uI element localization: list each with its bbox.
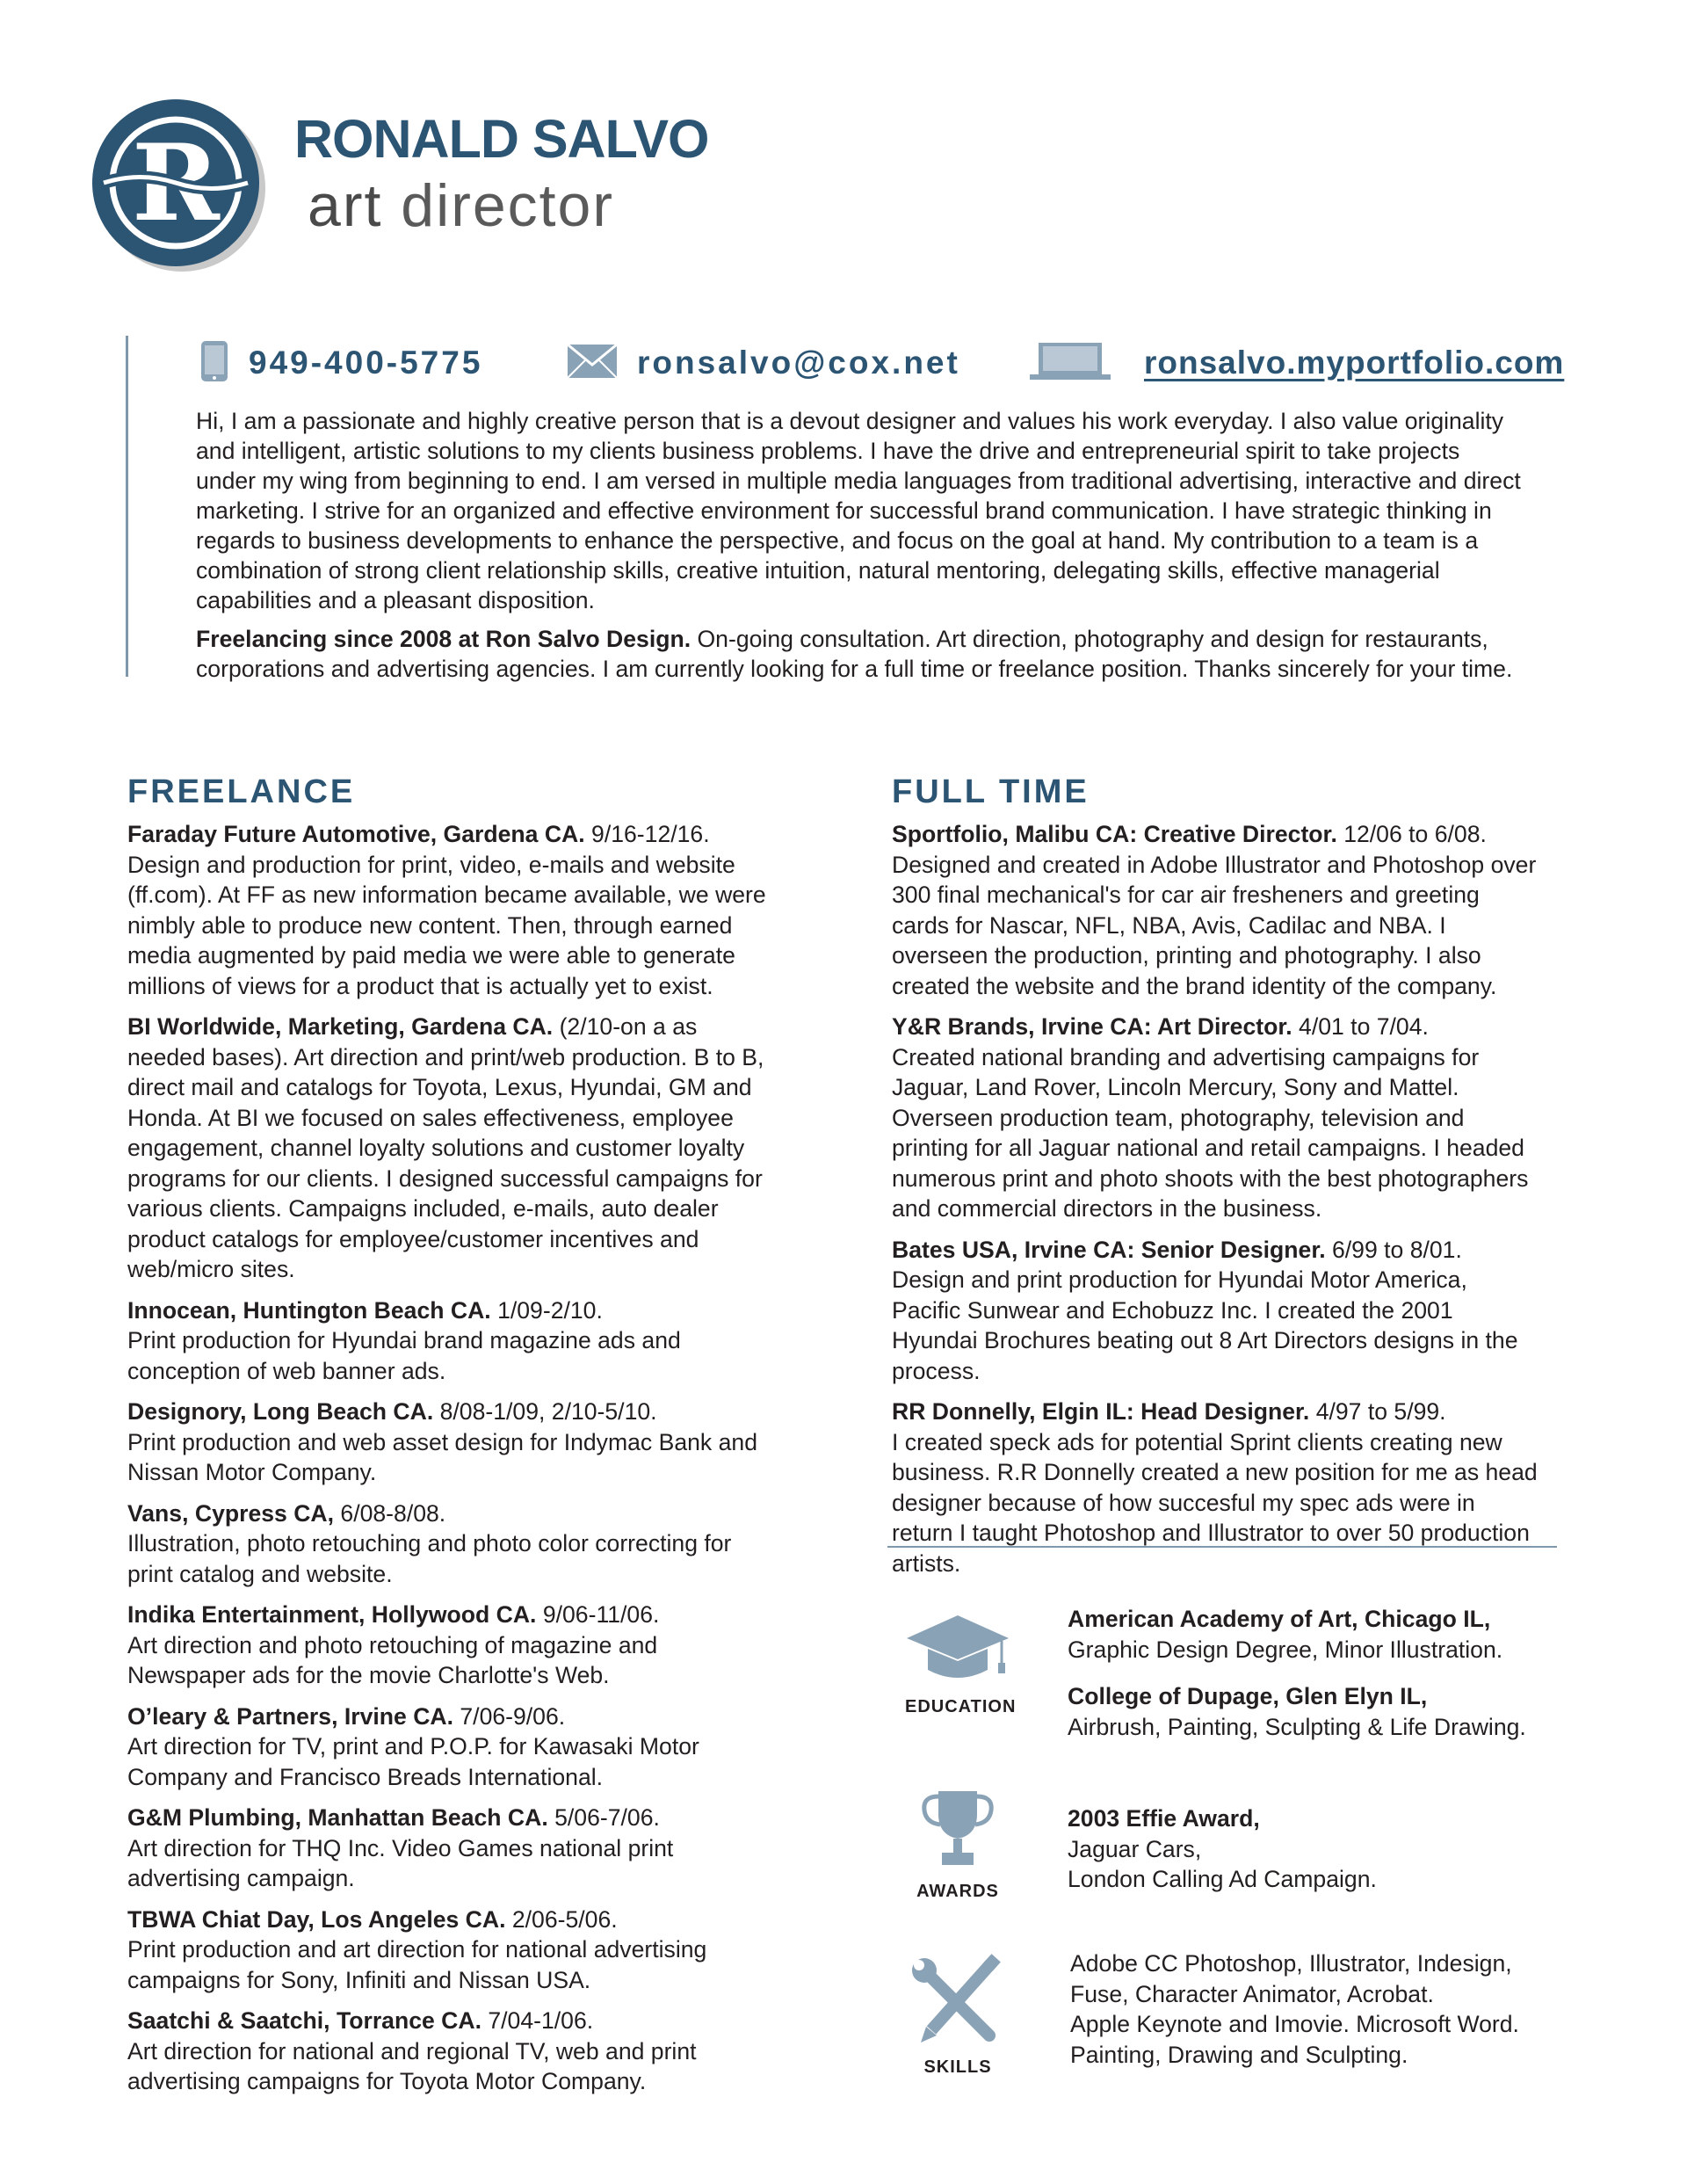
fulltime-heading: FULL TIME xyxy=(892,773,1090,810)
awards-badge xyxy=(905,1784,1010,1902)
job-dates: 2/06-5/06. xyxy=(505,1905,618,1933)
education-item xyxy=(1068,1604,1560,1665)
awards-label: AWARDS xyxy=(916,1882,999,1901)
graduation-cap-icon xyxy=(905,1676,1010,1691)
job-dates: 5/06-7/06. xyxy=(547,1804,660,1831)
job-title: Bates USA, Irvine CA: Senior Designer. xyxy=(892,1236,1326,1263)
job-entry xyxy=(127,1905,778,1996)
job-entry xyxy=(892,819,1542,1001)
laptop-icon xyxy=(1028,341,1112,386)
job-entry xyxy=(127,1803,778,1894)
job-entry xyxy=(892,1397,1542,1578)
skills-line: Fuse, Character Animator, Acrobat. xyxy=(1070,1980,1434,2007)
tools-icon xyxy=(905,2036,1010,2051)
email-link[interactable]: ronsalvo@cox.net xyxy=(637,345,960,381)
skills-line: Painting, Drawing and Sculpting. xyxy=(1070,2041,1408,2068)
award-line: London Calling Ad Campaign. xyxy=(1068,1866,1377,1892)
job-desc: I created speck ads for potential Sprint clients creating new business. R.R Donnelly created a new position for me as head designer because of how succesful my spec ads were in return I taught Photoshop and Illustrator to over 50 production artists. xyxy=(892,1428,1538,1577)
job-title xyxy=(308,172,615,239)
job-entry xyxy=(127,1600,778,1691)
education-label: EDUCATION xyxy=(905,1697,1017,1716)
envelope-icon xyxy=(567,344,618,383)
job-title: Y&R Brands, Irvine CA: Art Director. xyxy=(892,1013,1292,1040)
fulltime-section xyxy=(892,773,1542,1589)
title-part-art: art xyxy=(308,172,383,239)
skills-badge xyxy=(905,1951,1010,2078)
vertical-divider xyxy=(126,336,128,677)
job-dates: (2/10-on a as needed bases). xyxy=(127,1013,698,1070)
job-dates: 1/09-2/10. xyxy=(490,1296,603,1324)
award-line: Jaguar Cars, xyxy=(1068,1835,1202,1862)
job-dates: 4/97 to 5/99. xyxy=(1309,1398,1446,1425)
job-title: Innocean, Huntington Beach CA. xyxy=(127,1296,491,1324)
job-entry xyxy=(127,1012,778,1285)
job-desc: Created national branding and advertising campaigns for Jaguar, Land Rover, Lincoln Mercury, Sony and Mattel. Overseen production team, photography, television and printing for all Jaguar national and retail campaigns. I headed numerous print and photo shoots with the best photographers and commercial directors in the business. xyxy=(892,1043,1529,1222)
freelance-heading: FREELANCE xyxy=(127,773,356,810)
job-desc: Art direction for national and regional TV, web and print advertising campaigns for Toyota Motor Company. xyxy=(127,2037,697,2094)
school-desc: Airbrush, Painting, Sculpting & Life Drawing. xyxy=(1068,1713,1526,1740)
job-dates: 4/01 to 7/04. xyxy=(1292,1013,1429,1040)
job-title: G&M Plumbing, Manhattan Beach CA. xyxy=(127,1804,548,1831)
job-title: Vans, Cypress CA, xyxy=(127,1499,335,1527)
award-item xyxy=(1068,1803,1560,1895)
job-desc: Art direction and print/web production. B to B, direct mail and catalogs for Toyota, Lexus, Hyundai, GM and Honda. At BI we focused on sales effectiveness, employee engagement, channel loyalty solutions and customer loyalty programs for our clients. I designed successful campaigns for various clients. Campaigns included, e-mails, auto dealer product catalogs for employee/customer incentives and web/micro sites. xyxy=(127,1043,764,1282)
skills-line: Apple Keynote and Imovie. Microsoft Word. xyxy=(1070,2011,1519,2037)
job-title: RR Donnelly, Elgin IL: Head Designer. xyxy=(892,1398,1310,1425)
phone-icon xyxy=(199,339,229,388)
job-dates: 6/08-8/08. xyxy=(334,1499,446,1527)
job-dates: 6/99 to 8/01. xyxy=(1325,1236,1462,1263)
job-desc: Print production and art direction for national advertising campaigns for Sony, Infiniti and Nissan USA. xyxy=(127,1936,707,1993)
skills-line: Adobe CC Photoshop, Illustrator, Indesign, xyxy=(1070,1950,1512,1977)
phone-number: 949-400-5775 xyxy=(249,345,483,381)
job-title: Designory, Long Beach CA. xyxy=(127,1398,434,1425)
job-entry xyxy=(127,819,778,1001)
svg-text:R: R xyxy=(132,121,220,245)
job-title: Indika Entertainment, Hollywood CA. xyxy=(127,1601,537,1628)
job-desc: Art direction for TV, print and P.O.P. for Kawasaki Motor Company and Francisco Breads International. xyxy=(127,1733,699,1790)
skills-list xyxy=(1070,1948,1562,2070)
job-title: Saatchi & Saatchi, Torrance CA. xyxy=(127,2007,481,2034)
job-desc: Art direction and photo retouching of magazine and Newspaper ads for the movie Charlotte's Web. xyxy=(127,1631,658,1688)
job-title: TBWA Chiat Day, Los Angeles CA. xyxy=(127,1905,506,1933)
school-desc: Graphic Design Degree, Minor Illustration. xyxy=(1068,1636,1503,1663)
school-name: American Academy of Art, Chicago IL, xyxy=(1068,1606,1491,1632)
job-entry xyxy=(127,1397,778,1488)
job-dates: 9/16-12/16. xyxy=(584,821,710,847)
job-entry xyxy=(127,1295,778,1387)
job-entry xyxy=(892,1235,1542,1387)
title-part-director: director xyxy=(401,172,615,239)
job-desc: Design and production for print, video, e-mails and website (ff.com). At FF as new information became available, we were nimbly able to produce new content. Then, through earned media augmented by paid media we were able to generate millions of views for a product that is actually yet to exist. xyxy=(127,851,766,999)
job-desc: Design and print production for Hyundai Motor America, Pacific Sunwear and Echobuzz Inc. I created the 2001 Hyundai Brochures beating out 8 Art Directors designs in the process. xyxy=(892,1266,1518,1384)
job-title: O’leary & Partners, Irvine CA. xyxy=(127,1702,453,1730)
job-dates: 8/08-1/09, 2/10-5/10. xyxy=(433,1398,657,1425)
job-desc: Print production and web asset design for Indymac Bank and Nissan Motor Company. xyxy=(127,1428,757,1485)
job-entry xyxy=(127,1498,778,1590)
name-heading: RONALD SALVO xyxy=(294,109,709,169)
job-dates: 12/06 to 6/08. xyxy=(1336,821,1487,847)
award-title: 2003 Effie Award, xyxy=(1068,1805,1260,1832)
section-divider xyxy=(887,1546,1557,1548)
freelance-summary xyxy=(196,624,1523,684)
school-name: College of Dupage, Glen Elyn IL, xyxy=(1068,1683,1428,1709)
education-item xyxy=(1068,1681,1560,1742)
job-desc: Illustration, photo retouching and photo color correcting for print catalog and website. xyxy=(127,1530,732,1587)
education-badge xyxy=(905,1608,1017,1717)
intro-paragraph: Hi, I am a passionate and highly creative person that is a devout designer and values his work everyday. I also value originality and intelligent, artistic solutions to my clients business problems. I have the drive and entrepreneurial spirit to take projects under my wing from beginning to end. I am versed in multiple media languages from traditional advertising, interactive and direct marketing. I strive for an organized and effective environment for successful brand communication. I have strategic thinking in regards to business developments to enhance the perspective, and focus on the goal at hand. My contribution to a team is a combination of strong client relationship skills, creative intuition, natural mentoring, delegating skills, effective managerial capabilities and a pleasant disposition. xyxy=(196,408,1521,613)
job-entry xyxy=(127,2006,778,2097)
skills-label: SKILLS xyxy=(923,2057,992,2077)
trophy-icon xyxy=(905,1861,1010,1876)
job-title: BI Worldwide, Marketing, Gardena CA. xyxy=(127,1013,554,1040)
phone-contact xyxy=(199,341,482,385)
logo-mark xyxy=(88,97,268,272)
email-contact xyxy=(567,341,960,385)
job-desc: Art direction for THQ Inc. Video Games national print advertising campaign. xyxy=(127,1834,674,1891)
job-title: Faraday Future Automotive, Gardena CA. xyxy=(127,821,585,847)
website-link[interactable]: ronsalvo.myportfolio.com xyxy=(1144,345,1565,381)
job-dates: 9/06-11/06. xyxy=(536,1601,660,1628)
freelance-summary-text: On-going consultation. Art direction, photography and design for restaurants, corporations and advertising agencies. I am currently looking for a full time or freelance position. Thanks sincerely for your time. xyxy=(196,626,1513,682)
job-desc: Print production for Hyundai brand magazine ads and conception of web banner ads. xyxy=(127,1327,681,1384)
freelance-lead: Freelancing since 2008 at Ron Salvo Design. xyxy=(196,626,691,652)
job-title: Sportfolio, Malibu CA: Creative Director. xyxy=(892,821,1337,847)
job-dates: 7/04-1/06. xyxy=(481,2007,594,2034)
job-desc: Designed and created in Adobe Illustrator and Photoshop over 300 final mechanical's for car air fresheners and greeting cards for Nascar, NFL, NBA, Avis, Cadilac and NBA. I overseen the production, printing and photography. I also created the website and the brand identity of the company. xyxy=(892,851,1537,999)
freelance-section xyxy=(127,773,778,2108)
job-entry xyxy=(127,1701,778,1793)
website-contact xyxy=(1028,341,1564,385)
job-dates: 7/06-9/06. xyxy=(453,1702,566,1730)
job-entry xyxy=(892,1012,1542,1224)
